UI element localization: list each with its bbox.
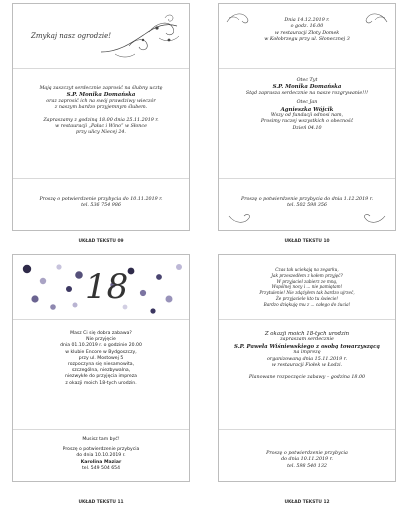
card-12-poem-line: W przyjaciel zabierz ze mną, [276,278,338,284]
card-12-body-line: Z okazji moich 18-tych urodzin [264,331,350,337]
confetti-dot [150,308,155,313]
card-10-footer [219,197,395,210]
card-11-rsvp-line: Proszę o potwierdzenie przybycia [62,447,140,453]
card-11-body-line: Masz Ci się dobra zabawa? [70,331,132,336]
corner-swirl-bottom-left-icon [227,212,255,226]
card-10-body-line: Wszy od fundacji odnosi nam, [270,113,344,119]
confetti-dot [166,296,173,303]
card-11-body-line: szczególna, niezbywalna, [71,368,131,374]
card-11-footer-headline: Musisz tam być! [82,437,120,442]
card-12-poem-line: Czas tak uciekają na zegarku, [275,267,339,272]
card-10-header [219,18,395,44]
card-11-body-line: w klubie Encore w Bydgoszczy, [65,349,137,355]
card-09-rsvp-line: Proszę o potwierdzenie przybycia do 10.11.2019 r. [39,197,163,202]
caption-card-11: UKŁAD TEKSTU 11 [78,500,124,505]
card-12-poem-line: Jak przeszedłem z kołem przyjęć? [271,272,343,278]
card-12-body-line: zapraszam serdecznie [280,337,334,343]
card-12-body-line: organizowaną dnia 15.11.2019 r. [267,356,347,362]
card-10-guest-name: S.P. Monika Domańska [272,84,342,91]
card-11-phone: tel. 549 504 654 [81,465,121,471]
card-11-rsvp-date: do dnia 10.10.2019 r. [76,453,126,459]
flourish-ornament-icon [99,12,183,60]
card-11-header [13,255,189,319]
card-11-divider-bottom [13,429,189,430]
card-12-footer [219,451,395,470]
corner-swirl-bottom-right-icon [359,212,387,226]
layout-card-09[interactable] [12,3,190,231]
card-10-divider-top [219,68,395,69]
card-09-body-line: Zapraszamy z godziną 18.00 dnia 25.11.2019 r. [43,117,159,123]
card-10-divider-bottom [219,178,395,179]
card-12-start-time: Planowane rozpoczęcie zabawy – godzina 18.00 [248,375,366,381]
card-10-phone: tel. 502 598 356 [287,203,327,209]
card-09-header-title: Zmykaj nasz ogrodzie! [31,32,112,40]
card-12-body-line: w restauracji Fiołek w Łodzi. [271,363,343,369]
card-11-divider-top [13,319,189,320]
card-12-divider-bottom [219,429,395,430]
confetti-dot [140,290,146,296]
confetti-dot [75,271,83,279]
card-12-body [219,331,395,382]
card-11-body-line: dnia 01.10.2019 r. o godzinie 20.00 [60,343,142,349]
card-12-poem-line: Że przyjaciele kto tu świecie! [275,295,339,301]
confetti-dot [50,304,56,310]
card-09-body [13,86,189,137]
card-09-body-line: oraz zaprosić ich na swój prawdziwy wieczór [46,98,156,104]
card-11-body-line: przy ul. Mostowej 5 [78,355,124,361]
layout-card-12[interactable] [218,254,396,482]
card-09-divider-top [13,68,189,69]
card-09-body-line: z naszym bardzo przyjemnym ślubem. [54,105,148,111]
card-09-footer [13,197,189,210]
card-12-guest-name: S.P. Paweła Wiśniewskiego z osobą towarzyszącą [234,343,380,350]
card-12-rsvp-date: do dnia 10.11.2019 r. [281,457,333,463]
card-09-body-line: Mają zaszczyt serdecznie zaprosić na ślubny ucztę [39,86,163,91]
card-12-body-line: na imprezę [293,350,321,356]
caption-card-10: UKŁAD TEKSTU 10 [284,239,330,244]
card-10-host-name: Agnieszka Wójcik [280,106,334,113]
card-09-header [13,4,189,68]
confetti-dot [128,268,135,275]
caption-card-12: UKŁAD TEKSTU 12 [284,500,330,505]
card-12-phone: tel. 598 540 132 [287,463,327,469]
confetti-dot [56,264,61,269]
card-11-contact-name: Karolina Maziar [80,459,122,465]
card-10-body-line: Otec Tyt [296,78,318,83]
confetti-dot [23,265,31,273]
card-09-divider-bottom [13,178,189,179]
card-10-body-line: Dzień 04.10 [292,125,322,131]
card-10-venue: w restauracji Złoty Domek [274,30,340,36]
confetti-dot [156,274,162,280]
card-09-phone: tel. 536 754 986 [81,203,121,209]
confetti-dot [31,295,38,302]
card-10-body-line: Stąd zaprasza serdecznie na nasze rozgrywanie!!! [245,90,369,96]
confetti-dot [73,303,78,308]
card-10-rsvp-line: Proszę o potwierdzenie przybycia do dnia 1.12.2019 r. [240,197,374,202]
card-12-poem-line: Przytulenie! Nie zdążyłem tak bardzo ujrzeć, [259,290,355,296]
card-09-body-line: przy ulicy Niecej 24. [76,130,126,136]
card-10-time: o godz. 16.00 [290,24,324,30]
card-10-body-line: Prosimy raczej wszystkich o obecność [260,119,354,125]
layout-card-11[interactable] [12,254,190,482]
card-10-date: Dnia 14.12.2019 r. [284,18,330,23]
card-12-poem-line: Bardzo dziękuję mu z ... całego do żucia! [263,301,351,307]
card-11-numeral: 18 [85,267,129,307]
caption-card-09: UKŁAD TEKSTU 09 [78,239,124,244]
card-12-divider-top [219,319,395,320]
card-12-rsvp-line: Proszę o potwierdzenie przybycia [266,451,348,456]
card-11-body-line: z okazji moich 18-tych urodzin. [65,380,137,386]
layout-card-10[interactable] [218,3,396,231]
confetti-dot [176,264,182,270]
confetti-dot [66,286,72,292]
card-09-body-line: w restauracji „Pałac i Wino” w Słonce [55,124,147,130]
card-11-body-line: Nie przyjęcie [86,337,116,343]
card-11-body-line: niezwykłe do przyjęcia impreza [65,374,137,380]
card-12-poem-line: Wspólnej nocy i ... nie pamiętam! [271,284,343,290]
card-12-header [219,267,395,308]
card-11-footer [13,437,189,472]
card-10-body-line: Otec Jan [296,100,318,106]
card-11-body-line: rozpoczyna się niesamowita, [67,362,135,368]
confetti-dot [40,278,46,284]
card-11-body [13,331,189,387]
card-09-guest-name: S.P. Monika Domańska [66,92,136,99]
card-10-body [219,78,395,132]
card-10-address: w Kołobrzegu przy ul. Słonecznej 3 [264,37,350,43]
